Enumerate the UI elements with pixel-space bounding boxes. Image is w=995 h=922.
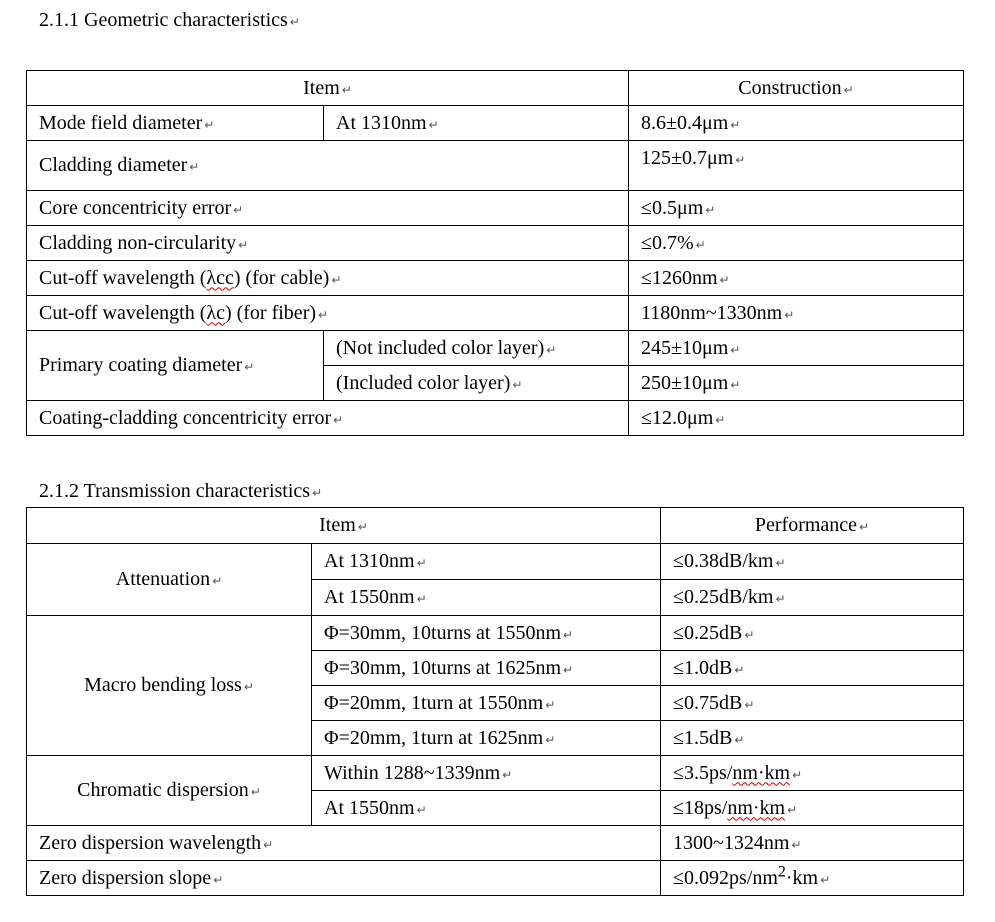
- row-condition: Φ=20mm, 1turn at 1550nm ↵: [312, 686, 661, 721]
- row-value: ≤0.25dB ↵: [661, 616, 964, 651]
- table-row: [27, 401, 964, 436]
- row-condition: Φ=30mm, 10turns at 1625nm ↵: [312, 651, 661, 686]
- row-label: Coating-cladding concentricity error ↵: [27, 401, 629, 436]
- transmission-table: [26, 507, 964, 896]
- row-value: $\le 0.092ps/nm^2\cdot km$ ↵: [661, 861, 964, 896]
- table-row: [27, 616, 964, 651]
- row-condition: At 1310nm ↵: [324, 106, 629, 141]
- row-label: Primary coating diameter ↵: [27, 331, 324, 401]
- header-item: Item ↵: [27, 508, 661, 544]
- row-condition: (Not included color layer) ↵: [324, 331, 629, 366]
- row-value: ≤12.0μm ↵: [629, 401, 964, 436]
- row-value: 1300~1324nm ↵: [661, 826, 964, 861]
- row-value: ≤1.5dB ↵: [661, 721, 964, 756]
- row-label: Zero dispersion slope ↵: [27, 861, 661, 896]
- row-value: ≤0.38dB/km ↵: [661, 544, 964, 580]
- row-value: ≤1.0dB ↵: [661, 651, 964, 686]
- row-label: Mode field diameter ↵: [27, 106, 324, 141]
- row-value: 8.6±0.4μm ↵: [629, 106, 964, 141]
- row-label: Cladding non-circularity ↵: [27, 226, 629, 261]
- geometric-heading: 2.1.1 Geometric characteristics ↵: [39, 9, 300, 31]
- table-row: [27, 331, 964, 366]
- row-value: ≤0.7% ↵: [629, 226, 964, 261]
- table-row: [27, 296, 964, 331]
- table-row: [27, 861, 964, 896]
- table-row: [27, 141, 964, 191]
- row-label: Core concentricity error ↵: [27, 191, 629, 226]
- header-construction: Construction ↵: [629, 71, 964, 106]
- table-row: [27, 826, 964, 861]
- row-value: 250±10μm ↵: [629, 366, 964, 401]
- row-label: Cut-off wavelength (λc) (for fiber) ↵: [27, 296, 629, 331]
- row-value: ≤3.5ps/nm·km ↵: [661, 756, 964, 791]
- header-performance: Performance ↵: [661, 508, 964, 544]
- table-row: [27, 261, 964, 296]
- row-label: Zero dispersion wavelength ↵: [27, 826, 661, 861]
- row-label: Cut-off wavelength (λcc) (for cable) ↵: [27, 261, 629, 296]
- row-label: Macro bending loss ↵: [27, 616, 312, 756]
- row-value: 1180nm~1330nm ↵: [629, 296, 964, 331]
- transmission-heading: 2.1.2 Transmission characteristics ↵: [39, 480, 323, 502]
- row-value: ≤18ps/nm·km ↵: [661, 791, 964, 826]
- row-condition: At 1550nm ↵: [312, 580, 661, 616]
- table-row: [27, 544, 964, 580]
- row-label: Cladding diameter ↵: [27, 141, 629, 191]
- table-row: [27, 756, 964, 791]
- row-value: 125±0.7μm ↵: [629, 141, 964, 191]
- row-condition: (Included color layer) ↵: [324, 366, 629, 401]
- row-label: Chromatic dispersion ↵: [27, 756, 312, 826]
- row-condition: Φ=20mm, 1turn at 1625nm ↵: [312, 721, 661, 756]
- row-condition: At 1550nm ↵: [312, 791, 661, 826]
- row-condition: Φ=30mm, 10turns at 1550nm ↵: [312, 616, 661, 651]
- row-value: 245±10μm ↵: [629, 331, 964, 366]
- table-row: [27, 106, 964, 141]
- geometric-table: [26, 70, 964, 436]
- row-value: ≤1260nm ↵: [629, 261, 964, 296]
- header-item: Item ↵: [27, 71, 629, 106]
- row-condition: Within 1288~1339nm ↵: [312, 756, 661, 791]
- table-row: [27, 226, 964, 261]
- row-label: Attenuation ↵: [27, 544, 312, 616]
- row-value: ≤0.5μm ↵: [629, 191, 964, 226]
- row-value: ≤0.75dB ↵: [661, 686, 964, 721]
- row-value: ≤0.25dB/km ↵: [661, 580, 964, 616]
- row-condition: At 1310nm ↵: [312, 544, 661, 580]
- table-header-row: [27, 71, 964, 106]
- table-row: [27, 191, 964, 226]
- table-header-row: [27, 508, 964, 544]
